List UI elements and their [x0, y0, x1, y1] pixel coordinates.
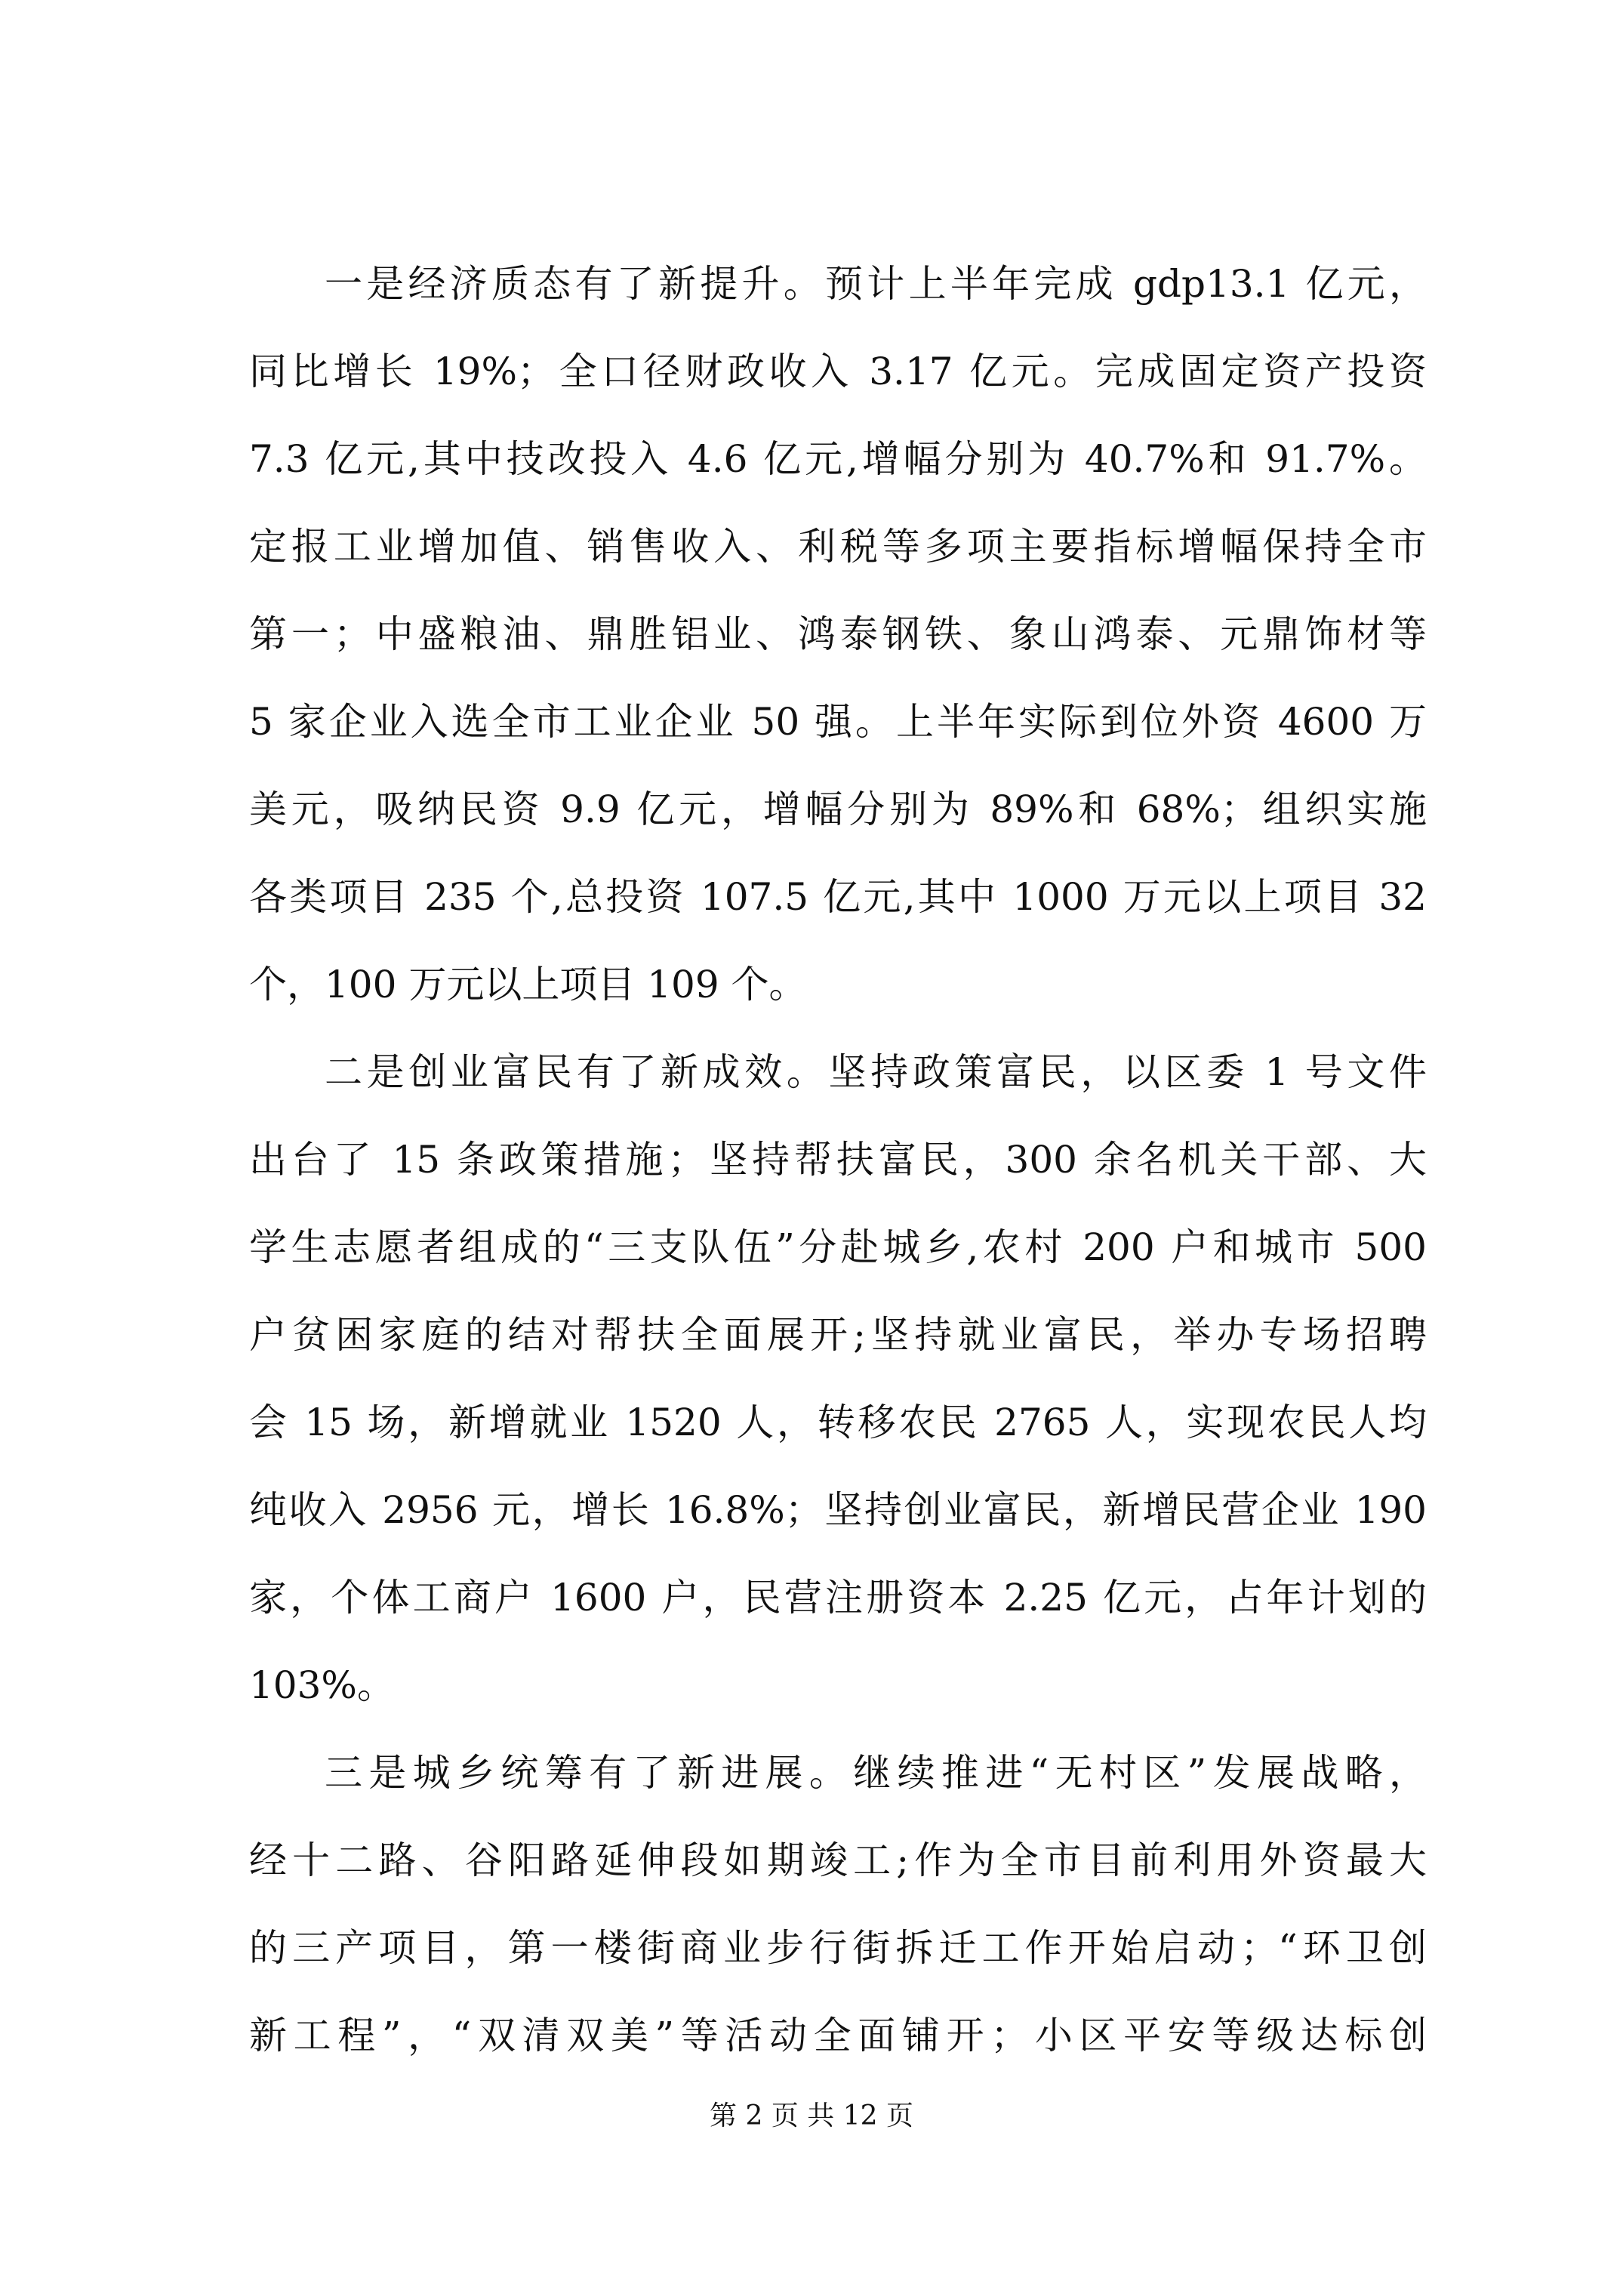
text-line: 三是城乡统筹有了新进展。继续推进“无村区”发展战略，	[325, 1751, 1427, 1795]
text-line: 会 15 场，新增就业 1520 人，转移农民 2765 人，实现农民人均	[249, 1401, 1427, 1444]
paragraph-economy	[249, 240, 1427, 1028]
text-line: 户贫困家庭的结对帮扶全面展开;坚持就业富民，举办专场招聘	[249, 1313, 1427, 1357]
text-line: 103%。	[249, 1663, 395, 1707]
paragraph-entrepreneurship	[249, 1028, 1427, 1729]
text-line: 新工程”，“双清双美”等活动全面铺开；小区平安等级达标创	[249, 2014, 1427, 2057]
body-text	[249, 240, 1427, 2079]
text-line: 美元，吸纳民资 9.9 亿元，增幅分别为 89%和 68%；组织实施	[249, 787, 1427, 831]
text-line: 第一；中盛粮油、鼎胜铝业、鸿泰钢铁、象山鸿泰、元鼎饰材等	[249, 612, 1427, 656]
text-line: 纯收入 2956 元，增长 16.8%；坚持创业富民，新增民营企业 190	[249, 1488, 1427, 1532]
text-line: 经十二路、谷阳路延伸段如期竣工;作为全市目前利用外资最大	[249, 1838, 1427, 1882]
text-line: 出台了 15 条政策措施；坚持帮扶富民，300 余名机关干部、大	[249, 1138, 1427, 1182]
text-line: 定报工业增加值、销售收入、利税等多项主要指标增幅保持全市	[249, 525, 1427, 569]
text-line: 各类项目 235 个,总投资 107.5 亿元,其中 1000 万元以上项目 32	[249, 875, 1427, 919]
text-line: 一是经济质态有了新提升。预计上半年完成 gdp13.1 亿元，	[325, 262, 1427, 306]
text-line: 的三产项目，第一楼街商业步行街拆迁工作开始启动；“环卫创	[249, 1926, 1427, 1970]
text-line: 个，100 万元以上项目 109 个。	[249, 963, 807, 1006]
page-footer	[0, 2097, 1623, 2135]
text-line: 同比增长 19%；全口径财政收入 3.17 亿元。完成固定资产投资	[249, 350, 1427, 393]
page-number-label: 第 2 页 共 12 页	[710, 2100, 913, 2131]
text-line: 学生志愿者组成的“三支队伍”分赴城乡,农村 200 户和城市 500	[249, 1225, 1427, 1269]
paragraph-urban-rural	[249, 1729, 1427, 2079]
text-line: 二是创业富民有了新成效。坚持政策富民，以区委 1 号文件	[325, 1050, 1427, 1094]
text-line: 7.3 亿元,其中技改投入 4.6 亿元,增幅分别为 40.7%和 91.7%。	[249, 437, 1427, 481]
text-line: 家，个体工商户 1600 户，民营注册资本 2.25 亿元，占年计划的	[249, 1576, 1427, 1620]
text-line: 5 家企业入选全市工业企业 50 强。上半年实际到位外资 4600 万	[249, 700, 1427, 744]
